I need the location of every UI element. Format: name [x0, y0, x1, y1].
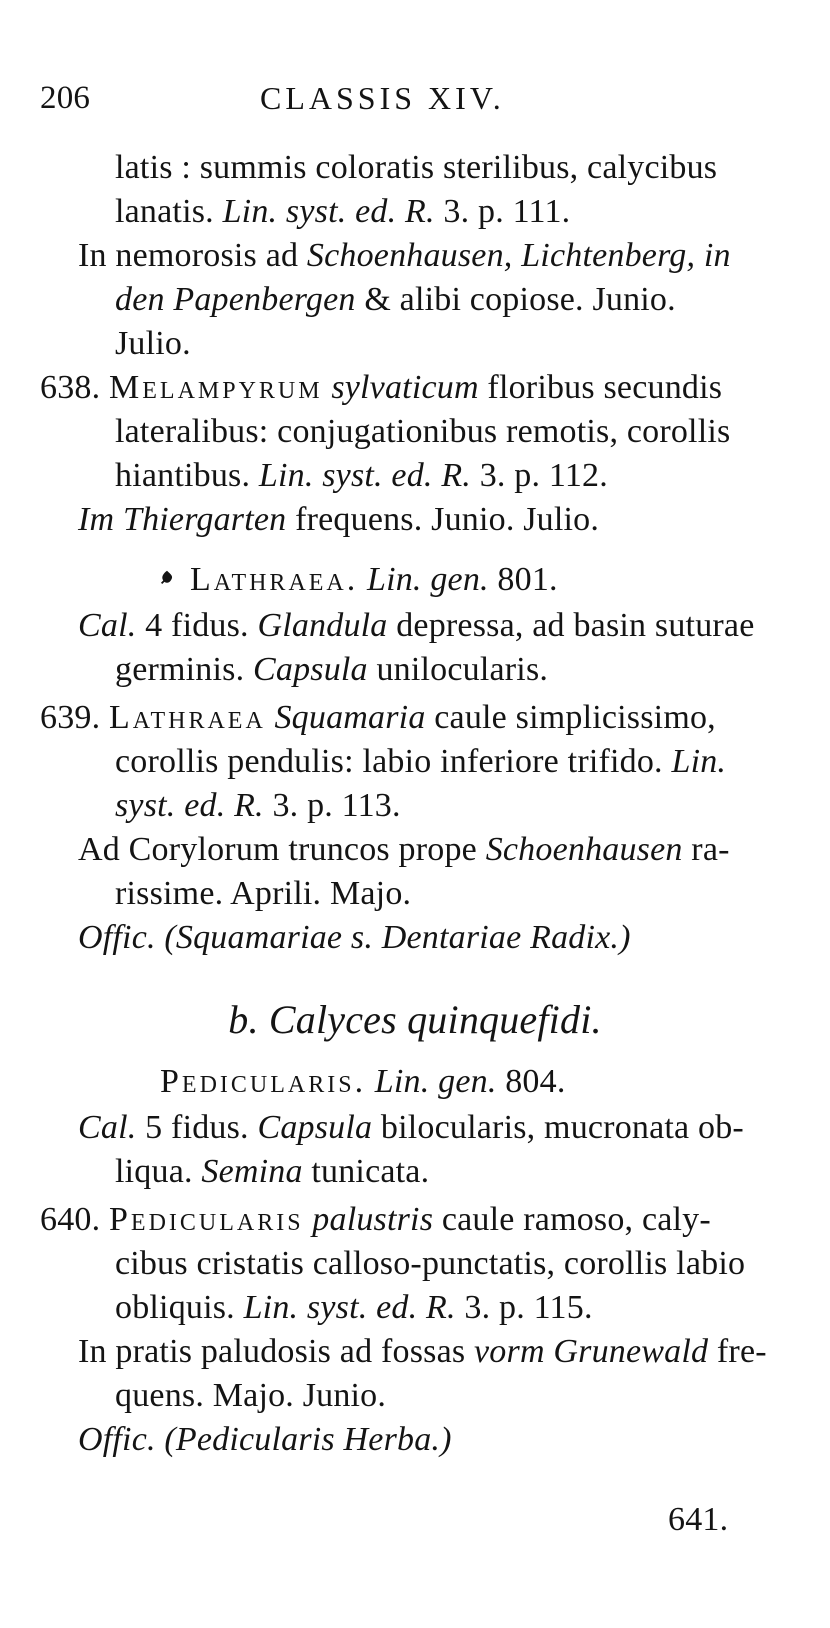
entry-639-habitat: rissime. Aprili. Majo. [115, 875, 412, 912]
genus-description-line: germinis. Capsula unilocularis. [115, 651, 549, 688]
entry-640-habitat: quens. Majo. Junio. [115, 1377, 387, 1414]
entry-638-line: 638. Melampyrum sylvaticum floribus secundis [40, 369, 723, 406]
entry-639-habitat: Ad Corylorum truncos prope Schoenhausen ra- [78, 831, 730, 868]
page-number: 206 [40, 80, 91, 116]
genus-description-line: Cal. 4 fidus. Glandula depressa, ad basin suturae [78, 607, 755, 644]
entry-638-habitat: Im Thiergarten frequens. Junio. Julio. [78, 501, 600, 538]
entry-640-offic: Offic. (Pedicularis Herba.) [78, 1421, 452, 1458]
text-line: In nemorosis ad Schoenhausen, Lichtenberg, in [78, 237, 731, 274]
entry-639-line: corollis pendulis: labio inferiore trifido. Lin. [115, 743, 727, 780]
entry-640-line: obliquis. Lin. syst. ed. R. 3. p. 115. [115, 1289, 593, 1326]
entry-639-line: syst. ed. R. 3. p. 113. [115, 787, 401, 824]
entry-639-line: 639. Lathraea Squamaria caule simplicissimo, [40, 699, 716, 736]
entry-639-offic: Offic. (Squamariae s. Dentariae Radix.) [78, 919, 631, 956]
genus-description-line: liqua. Semina tunicata. [115, 1153, 430, 1190]
genus-heading-lathraea: Lathraea. Lin. gen. 801. [158, 560, 558, 600]
fleuron-icon [158, 569, 176, 587]
entry-640-habitat: In pratis paludosis ad fossas vorm Grunewald fre- [78, 1333, 767, 1370]
text-line: Julio. [115, 325, 191, 362]
text-line: den Papenbergen & alibi copiose. Junio. [115, 281, 676, 318]
running-title: CLASSIS XIV. [260, 80, 505, 116]
entry-640-line: cibus cristatis calloso-punctatis, corollis labio [115, 1245, 746, 1282]
genus-heading-pedicularis: Pedicularis. Lin. gen. 804. [160, 1063, 566, 1100]
catchword: 641. [668, 1501, 729, 1538]
entry-638-line: hiantibus. Lin. syst. ed. R. 3. p. 112. [115, 457, 608, 494]
entry-638-line: lateralibus: conjugationibus remotis, corollis [115, 413, 731, 450]
section-subheading: b. Calyces quinquefidi. [228, 997, 602, 1042]
genus-description-line: Cal. 5 fidus. Capsula bilocularis, mucronata ob- [78, 1109, 744, 1146]
entry-640-line: 640. Pedicularis palustris caule ramoso, caly- [40, 1201, 711, 1238]
text-line: lanatis. Lin. syst. ed. R. 3. p. 111. [115, 193, 571, 230]
text-line: latis : summis coloratis sterilibus, calycibus [115, 149, 718, 186]
